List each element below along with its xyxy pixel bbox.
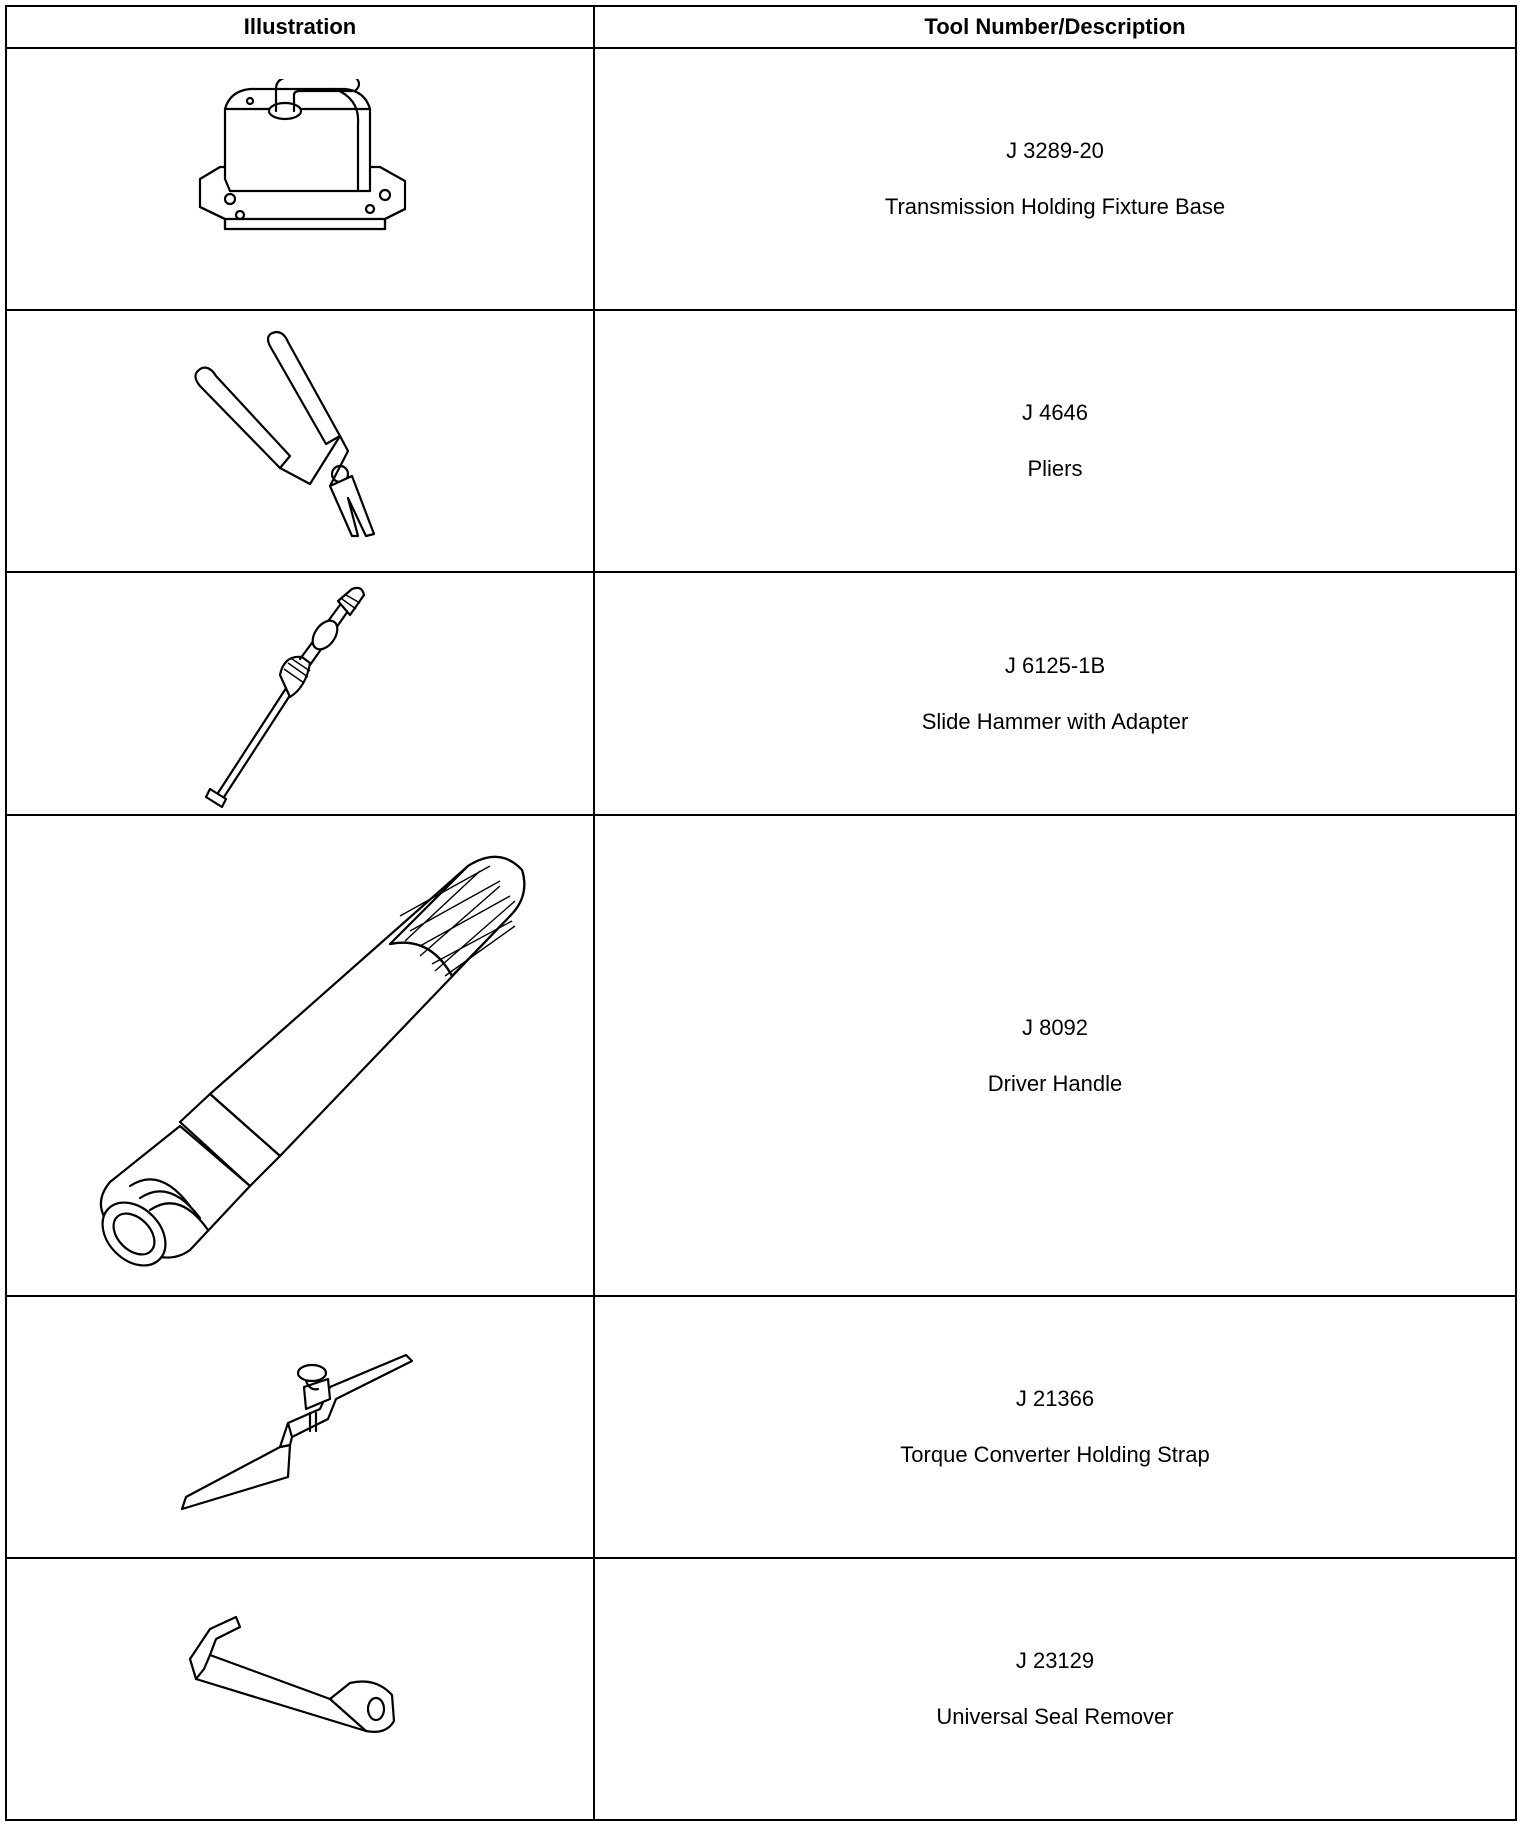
tool-description-cell [594,815,1516,1296]
illustration-cell [6,1296,594,1558]
tool-description-cell [594,572,1516,815]
tool-description: Universal Seal Remover [936,1704,1174,1729]
tool-description: Pliers [1027,456,1083,481]
holding-strap-icon [180,1327,420,1527]
holding-fixture-base-icon [180,79,420,279]
tool-number: J 21366 [1015,1386,1095,1411]
tool-description-cell [594,310,1516,572]
illustration-cell [6,815,594,1296]
pliers-icon [180,326,420,556]
tool-description-cell [594,1296,1516,1558]
illustration-cell [6,310,594,572]
illustration-cell [6,572,594,815]
table-row [6,815,1516,1296]
table-row [6,310,1516,572]
tool-number: J 3289-20 [1006,138,1104,163]
tool-number: J 23129 [1015,1648,1095,1673]
tool-description: Driver Handle [987,1070,1123,1096]
header-illustration: Illustration [6,6,594,48]
tool-description-cell [594,48,1516,310]
special-tools-table [5,5,1517,1821]
table-header-row [6,6,1516,48]
tool-description: Transmission Holding Fixture Base [884,194,1226,219]
table-row [6,1296,1516,1558]
illustration-cell [6,1558,594,1820]
tool-description: Torque Converter Holding Strap [900,1442,1210,1467]
tool-description: Slide Hammer with Adapter [921,708,1189,734]
illustration-cell [6,48,594,310]
slide-hammer-icon [180,579,420,809]
header-tool-number: Tool Number/Description [594,6,1516,48]
table-row [6,1558,1516,1820]
tool-number: J 8092 [1021,1014,1089,1040]
tool-description-cell [594,1558,1516,1820]
seal-remover-icon [180,1599,420,1779]
tool-number: J 6125-1B [1004,652,1106,678]
table-row [6,48,1516,310]
table-row [6,572,1516,815]
driver-handle-icon [60,826,540,1286]
tool-number: J 4646 [1021,400,1089,425]
